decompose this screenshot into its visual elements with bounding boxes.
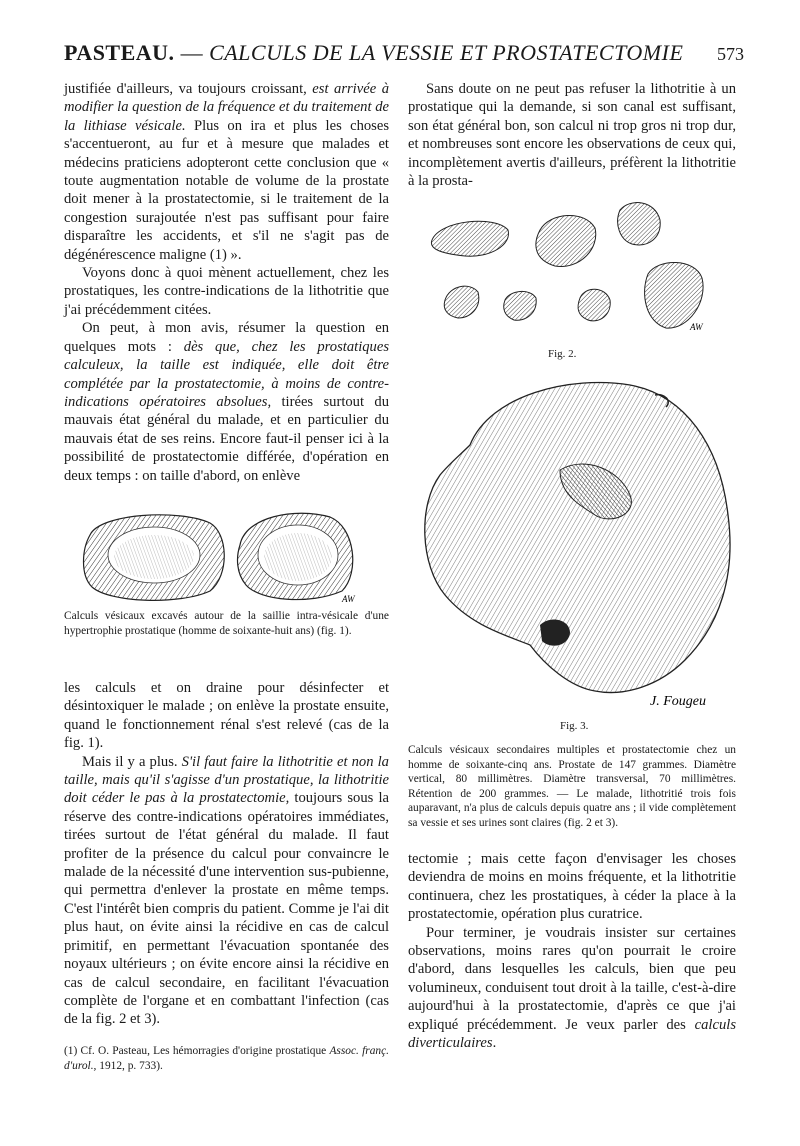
paragraph	[64, 80, 389, 264]
header-author: PASTEAU.	[64, 40, 175, 65]
text-run: Plus on ira et plus les choses s'accentueront, au fur et à mesure que malades et médecins praticiens adopteront cette conclusion que « toute augmentation notable de volume de la prostate doit mener à la prostatectomie, si le traitement de la congestion surajoutée n'est pas suffisant pour faire disparaître les accidents, et s'il ne s'agit pas de dégénérescence maligne (1) ».	[64, 117, 390, 263]
paragraph: Sans doute on ne peut pas refuser la lithotritie à un prostatique qui la demande, si son canal est suffisant, son état général bon, son calcul ni trop gros ni trop dur, et nombreuses sont encore les observations de ceux qui, incomplètement avertis d'ailleurs, préfèrent la lithotritie à la prosta-	[408, 81, 736, 190]
stone-f	[578, 289, 610, 321]
text-run: toujours sous la réserve des contre-indications opératoires immédiates, tirées surtout de l'état général du malade. Il faut profiter de la présence du calcul pour convaincre le malade de la nécessité d'une intervention sus-pubienne, qui permettra d'enlever la prostate en même temps. C'est l'intérêt bien compris du patient. Comme je l'ai dit plus haut, on évite ainsi la récidive en cas de calcul primitif, en permettant l'évacuation spontanée des noyaux ultérieurs ; on évite encore ainsi la récidive en cas de calcul secondaire, en facilitant l'évacuation complète de l'organe et en combattant l'infection (cas de la fig. 2 et 3).	[64, 790, 389, 1028]
figure-2-label: Fig. 2.	[548, 348, 577, 360]
stone-g	[645, 262, 704, 328]
text-run: On peut, à mon avis, résumer la question en quelques mots :	[64, 320, 389, 355]
paragraph	[64, 753, 389, 1029]
text-run: .	[492, 1035, 497, 1052]
page-number: 573	[717, 44, 744, 64]
stone-b	[536, 215, 596, 266]
paragraph: les calculs et on draine pour désinfecter et désintoxiquer le malade ; on enlève la prostate ensuite, quand le fonctionnement rénal s'est relevé (cas de la fig. 1).	[64, 680, 389, 752]
figure-3-caption: Calculs vésicaux secondaires multiples et prostatectomie chez un homme de soixante-cinq ans. Prostate de 147 grammes. Diamètre vertical, 80 millimètres. Diamètre transversal, 70 millimètres. Rétention de 200 grammes. — Le malade, lithotritié trois fois auparavant, n'a plus de calculs depuis quatre ans ; il vide complètement sa vessie et ses urines sont claires (fig. 2 et 3).	[408, 744, 736, 829]
italic-run: S'il faut faire la lithotritie et non la taille, mais qu'il s'agisse d'un prostatique, la lithotritie doit céder le pas à la prostatectomie,	[64, 753, 389, 807]
header-separator: —	[180, 40, 204, 65]
prostate-outline	[425, 383, 730, 693]
paragraph: Voyons donc à quoi mènent actuellement, chez les prostatiques, les contre-indications de la lithotritie que j'ai précédemment citées.	[64, 265, 389, 318]
stone-right	[238, 513, 353, 599]
italic-run: calculs diverticulaires	[408, 1016, 736, 1052]
right-column-lower	[408, 850, 736, 1052]
stone-e	[504, 291, 536, 320]
text-run: tirées surtout du mauvais état général du malade, et en particulier du mauvais état de ses reins. Encore faut-il penser ici à la possibilité de prostatectomie différée, d'opération en deux temps : on taille d'abord, on enlève	[64, 393, 389, 484]
running-header	[64, 40, 744, 74]
stone-left	[84, 515, 225, 601]
figure-3-label: Fig. 3.	[560, 720, 589, 732]
figure-1-illustration	[70, 505, 390, 605]
italic-run: est arrivée à modifier la question de la fréquence et du traitement de la lithiase vésicale.	[64, 81, 389, 134]
figure-3-drawing	[410, 375, 740, 715]
left-column-upper	[64, 80, 389, 485]
figure-2-monogram: AW	[690, 322, 703, 332]
stone-c	[618, 203, 661, 245]
left-column-lower	[64, 679, 389, 1029]
stone-d	[444, 286, 479, 318]
right-column-upper	[408, 80, 736, 190]
paragraph	[64, 319, 389, 485]
figure-1-drawing	[70, 505, 390, 605]
figure-1-monogram: AW	[342, 594, 355, 604]
running-head	[64, 40, 683, 66]
figure-3-illustration	[410, 375, 740, 715]
text-run: (1) Cf. O. Pasteau, Les hémorragies d'origine prostatique	[64, 1045, 330, 1057]
italic-run: dès que, chez les prostatiques calculeux, la taille est indiquée, elle doit être complétée par la prostatectomie, à moins de contre-indications opératoires absolues,	[64, 338, 389, 410]
stone-a	[431, 221, 508, 256]
figure-1-caption: Calculs vésicaux excavés autour de la saillie intra-vésicale d'une hypertrophie prostatique (homme de soixante-huit ans) (fig. 1).	[64, 610, 389, 637]
figure-2-illustration	[420, 190, 720, 340]
paragraph	[408, 924, 736, 1053]
paragraph: tectomie ; mais cette façon d'envisager les choses deviendra de moins en moins fréquente, et la lithotritie continuera, chez les prostatiques, à céder la place à la prostatectomie, opération plus curatrice.	[408, 851, 736, 923]
text-run: Mais il y a plus.	[82, 753, 182, 770]
figure-3-signature: J. Fougeu	[650, 694, 706, 709]
figure-2-drawing	[420, 190, 720, 340]
italic-run: Assoc. franç. d'urol.,	[64, 1045, 389, 1072]
footnote	[64, 1044, 389, 1073]
text-run: 1912, p. 733).	[96, 1059, 163, 1072]
text-run: justifiée d'ailleurs, va toujours croissant,	[64, 81, 313, 97]
text-run: Pour terminer, je voudrais insister sur certaines observations, moins rares qu'on pourrait le croire d'abord, dans lesquelles les calculs, bien que peu volumineux, conduisent tout droit à la taille, c'est-à-dire aujourd'hui à la prostatectomie, d'après ce que j'ai expliqué précédemment. Je veux parler des	[408, 924, 736, 1033]
header-title: CALCULS DE LA VESSIE ET PROSTATECTOMIE	[209, 40, 684, 65]
